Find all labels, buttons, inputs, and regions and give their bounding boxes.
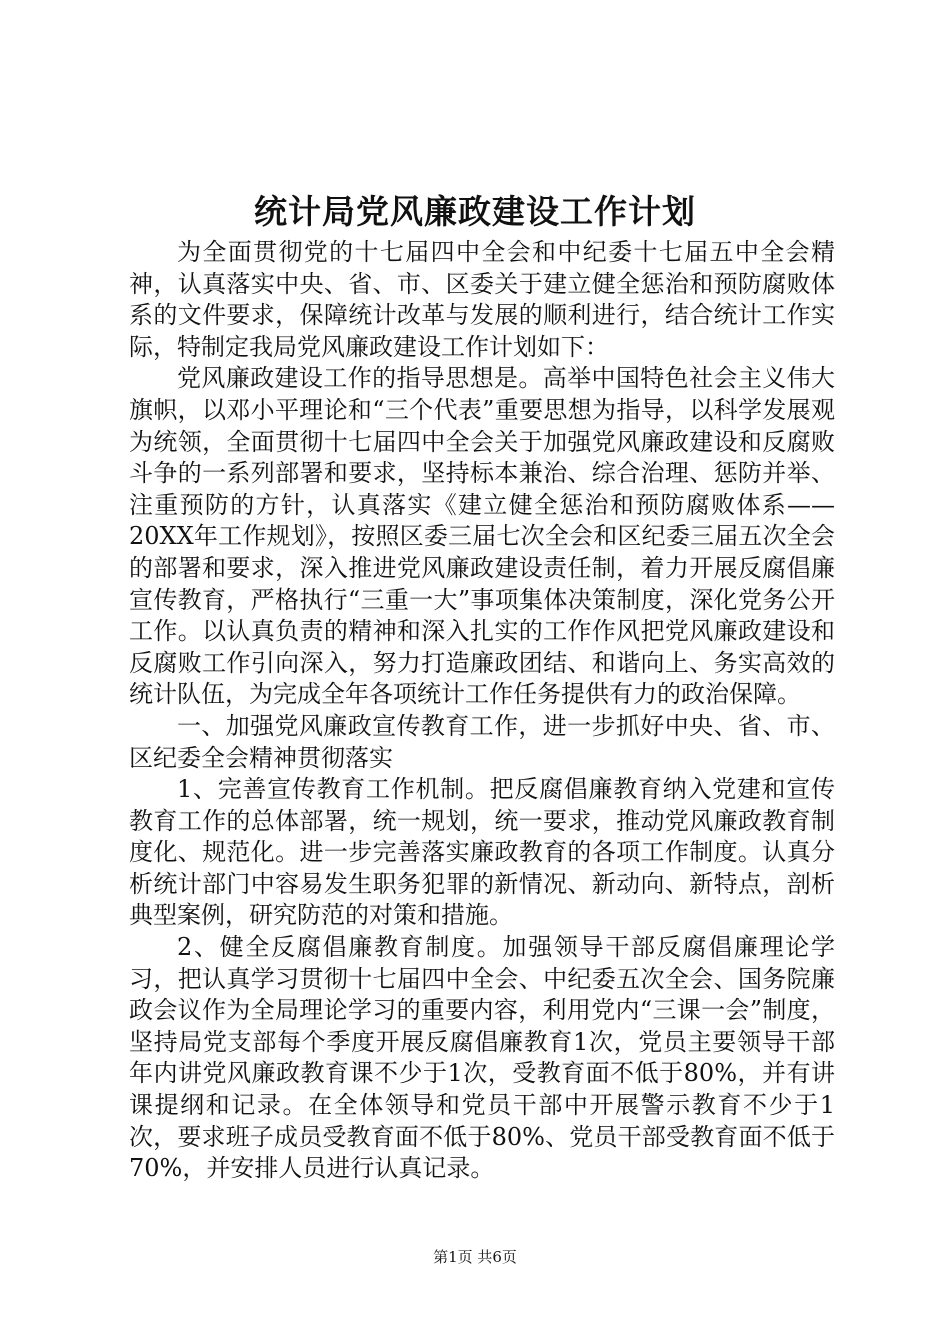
- page-footer: 第1页 共6页: [433, 1248, 517, 1266]
- paragraph-guiding-ideology: 党风廉政建设工作的指导思想是。高举中国特色社会主义伟大旗帜，以邓小平理论和“三个代表”重要思想为指导，以科学发展观为统领，全面贯彻十七届四中全会关于加强党风廉政建设和反腐败斗争的一系列部署和要求，坚持标本兼治、综合治理、惩防并举、注重预防的方针，认真落实《建立健全惩治和预防腐败体系——20XX年工作规划》，按照区委三届七次全会和区纪委三届五次全会的部署和要求，深入推进党风廉政建设责任制，着力开展反腐倡廉宣传教育，严格执行“三重一大”事项集体决策制度，深化党务公开工作。以认真负责的精神和深入扎实的工作作风把党风廉政建设和反腐败工作引向深入，努力打造廉政团结、和谐向上、务实高效的统计队伍，为完成全年各项统计工作任务提供有力的政治保障。: [129, 364, 835, 709]
- section-heading-1: 一、加强党风廉政宣传教育工作，进一步抓好中央、省、市、区纪委全会精神贯彻落实: [129, 711, 835, 772]
- paragraph-item-2: 2、健全反腐倡廉教育制度。加强领导干部反腐倡廉理论学习，把认真学习贯彻十七届四中全会、中纪委五次全会、国务院廉政会议作为全局理论学习的重要内容，利用党内“三课一会”制度，坚持局党支部每个季度开展反腐倡廉教育1次，党员主要领导干部年内讲党风廉政教育课不少于1次，受教育面不低于80%，并有讲课提纲和记录。在全体领导和党员干部中开展警示教育不少于1次，要求班子成员受教育面不低于80%、党员干部受教育面不低于70%，并安排人员进行认真记录。: [129, 933, 835, 1183]
- paragraph-item-1: 1、完善宣传教育工作机制。把反腐倡廉教育纳入党建和宣传教育工作的总体部署，统一规划，统一要求，推动党风廉政教育制度化、规范化。进一步完善落实廉政教育的各项工作制度。认真分析统计部门中容易发生职务犯罪的新情况、新动向、新特点，剖析典型案例，研究防范的对策和措施。: [129, 775, 835, 930]
- document-body: [129, 237, 835, 1185]
- document-title: 统计局党风廉政建设工作计划: [254, 192, 696, 231]
- paragraph-intro: 为全面贯彻党的十七届四中全会和中纪委十七届五中全会精神，认真落实中央、省、市、区委关于建立健全惩治和预防腐败体系的文件要求，保障统计改革与发展的顺利进行，结合统计工作实际，特制定我局党风廉政建设工作计划如下：: [129, 238, 835, 361]
